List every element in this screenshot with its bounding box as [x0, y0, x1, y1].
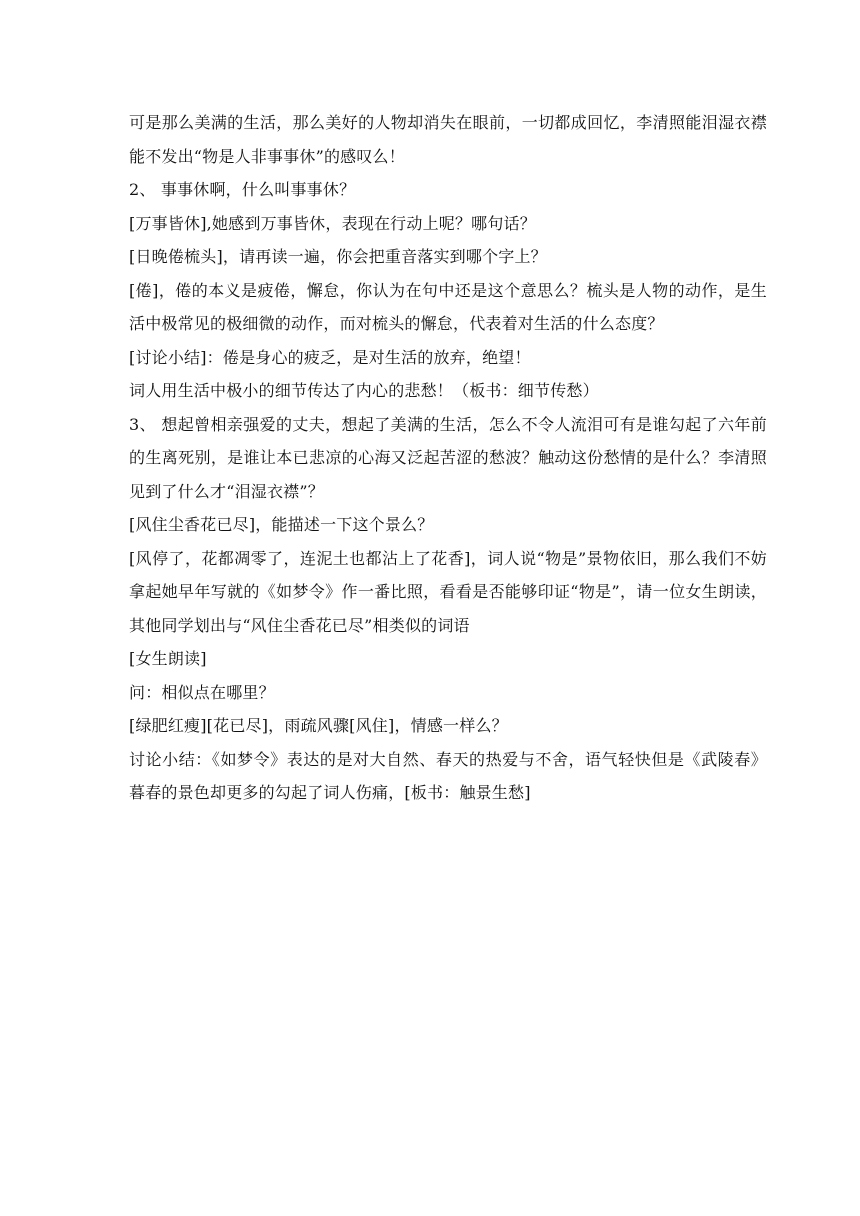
paragraph-1: 可是那么美满的生活，那么美好的人物却消失在眼前，一切都成回忆，李清照能泪湿衣襟能不发出“物是人非事事休”的感叹么！	[129, 113, 767, 166]
paragraph-4: [日晚倦梳头]，请再读一遍，你会把重音落实到哪个字上？	[129, 247, 547, 266]
paragraph-14: 讨论小结：《如梦令》表达的是对大自然、春天的热爱与不舍，语气轻快但是《武陵春》暮春的景色却更多的勾起了词人伤痛，[板书：触景生愁]	[129, 749, 767, 802]
paragraph-6: [讨论小结]：倦是身心的疲乏，是对生活的放弃，绝望！	[129, 347, 531, 367]
paragraph-7: 词人用生活中极小的细节传达了内心的悲愁！（板书：细节传愁）	[129, 381, 599, 400]
paragraph-2: 2、 事事休啊，什么叫事事休？	[129, 180, 356, 199]
paragraph-3: [万事皆休],她感到万事皆休，表现在行动上呢？哪句话？	[129, 213, 536, 233]
paragraph-5: [倦]，倦的本义是疲倦，懈怠，你认为在句中还是这个意思么？梳头是人物的动作，是生活中极常见的极细微的动作，而对梳头的懈怠，代表着对生活的什么态度？	[129, 280, 767, 333]
paragraph-9: [风住尘香花已尽]，能描述一下这个景么？	[129, 515, 434, 534]
paragraph-12: 问：相似点在哪里？	[129, 682, 275, 702]
document-body	[129, 106, 767, 810]
paragraph-11: [女生朗读]	[129, 649, 207, 668]
paragraph-8: 3、 想起曾相亲强爱的丈夫，想起了美满的生活，怎么不令人流泪可有是谁勾起了六年前的生离死别，是谁让本已悲凉的心海又泛起苦涩的愁波？触动这份愁情的是什么？李清照见到了什么才“泪湿衣襟”？	[129, 414, 767, 501]
paragraph-10: [风停了，花都凋零了，连泥土也都沾上了花香]，词人说“物是”景物依旧，那么我们不妨拿起她早年写就的《如梦令》作一番比照，看看是否能够印证“物是”，请一位女生朗读，其他同学划出与“风住尘香花已尽”相类似的词语	[129, 548, 767, 635]
paragraph-13: [绿肥红瘦][花已尽]，雨疏风骤[风住]，情感一样么？	[129, 716, 508, 735]
